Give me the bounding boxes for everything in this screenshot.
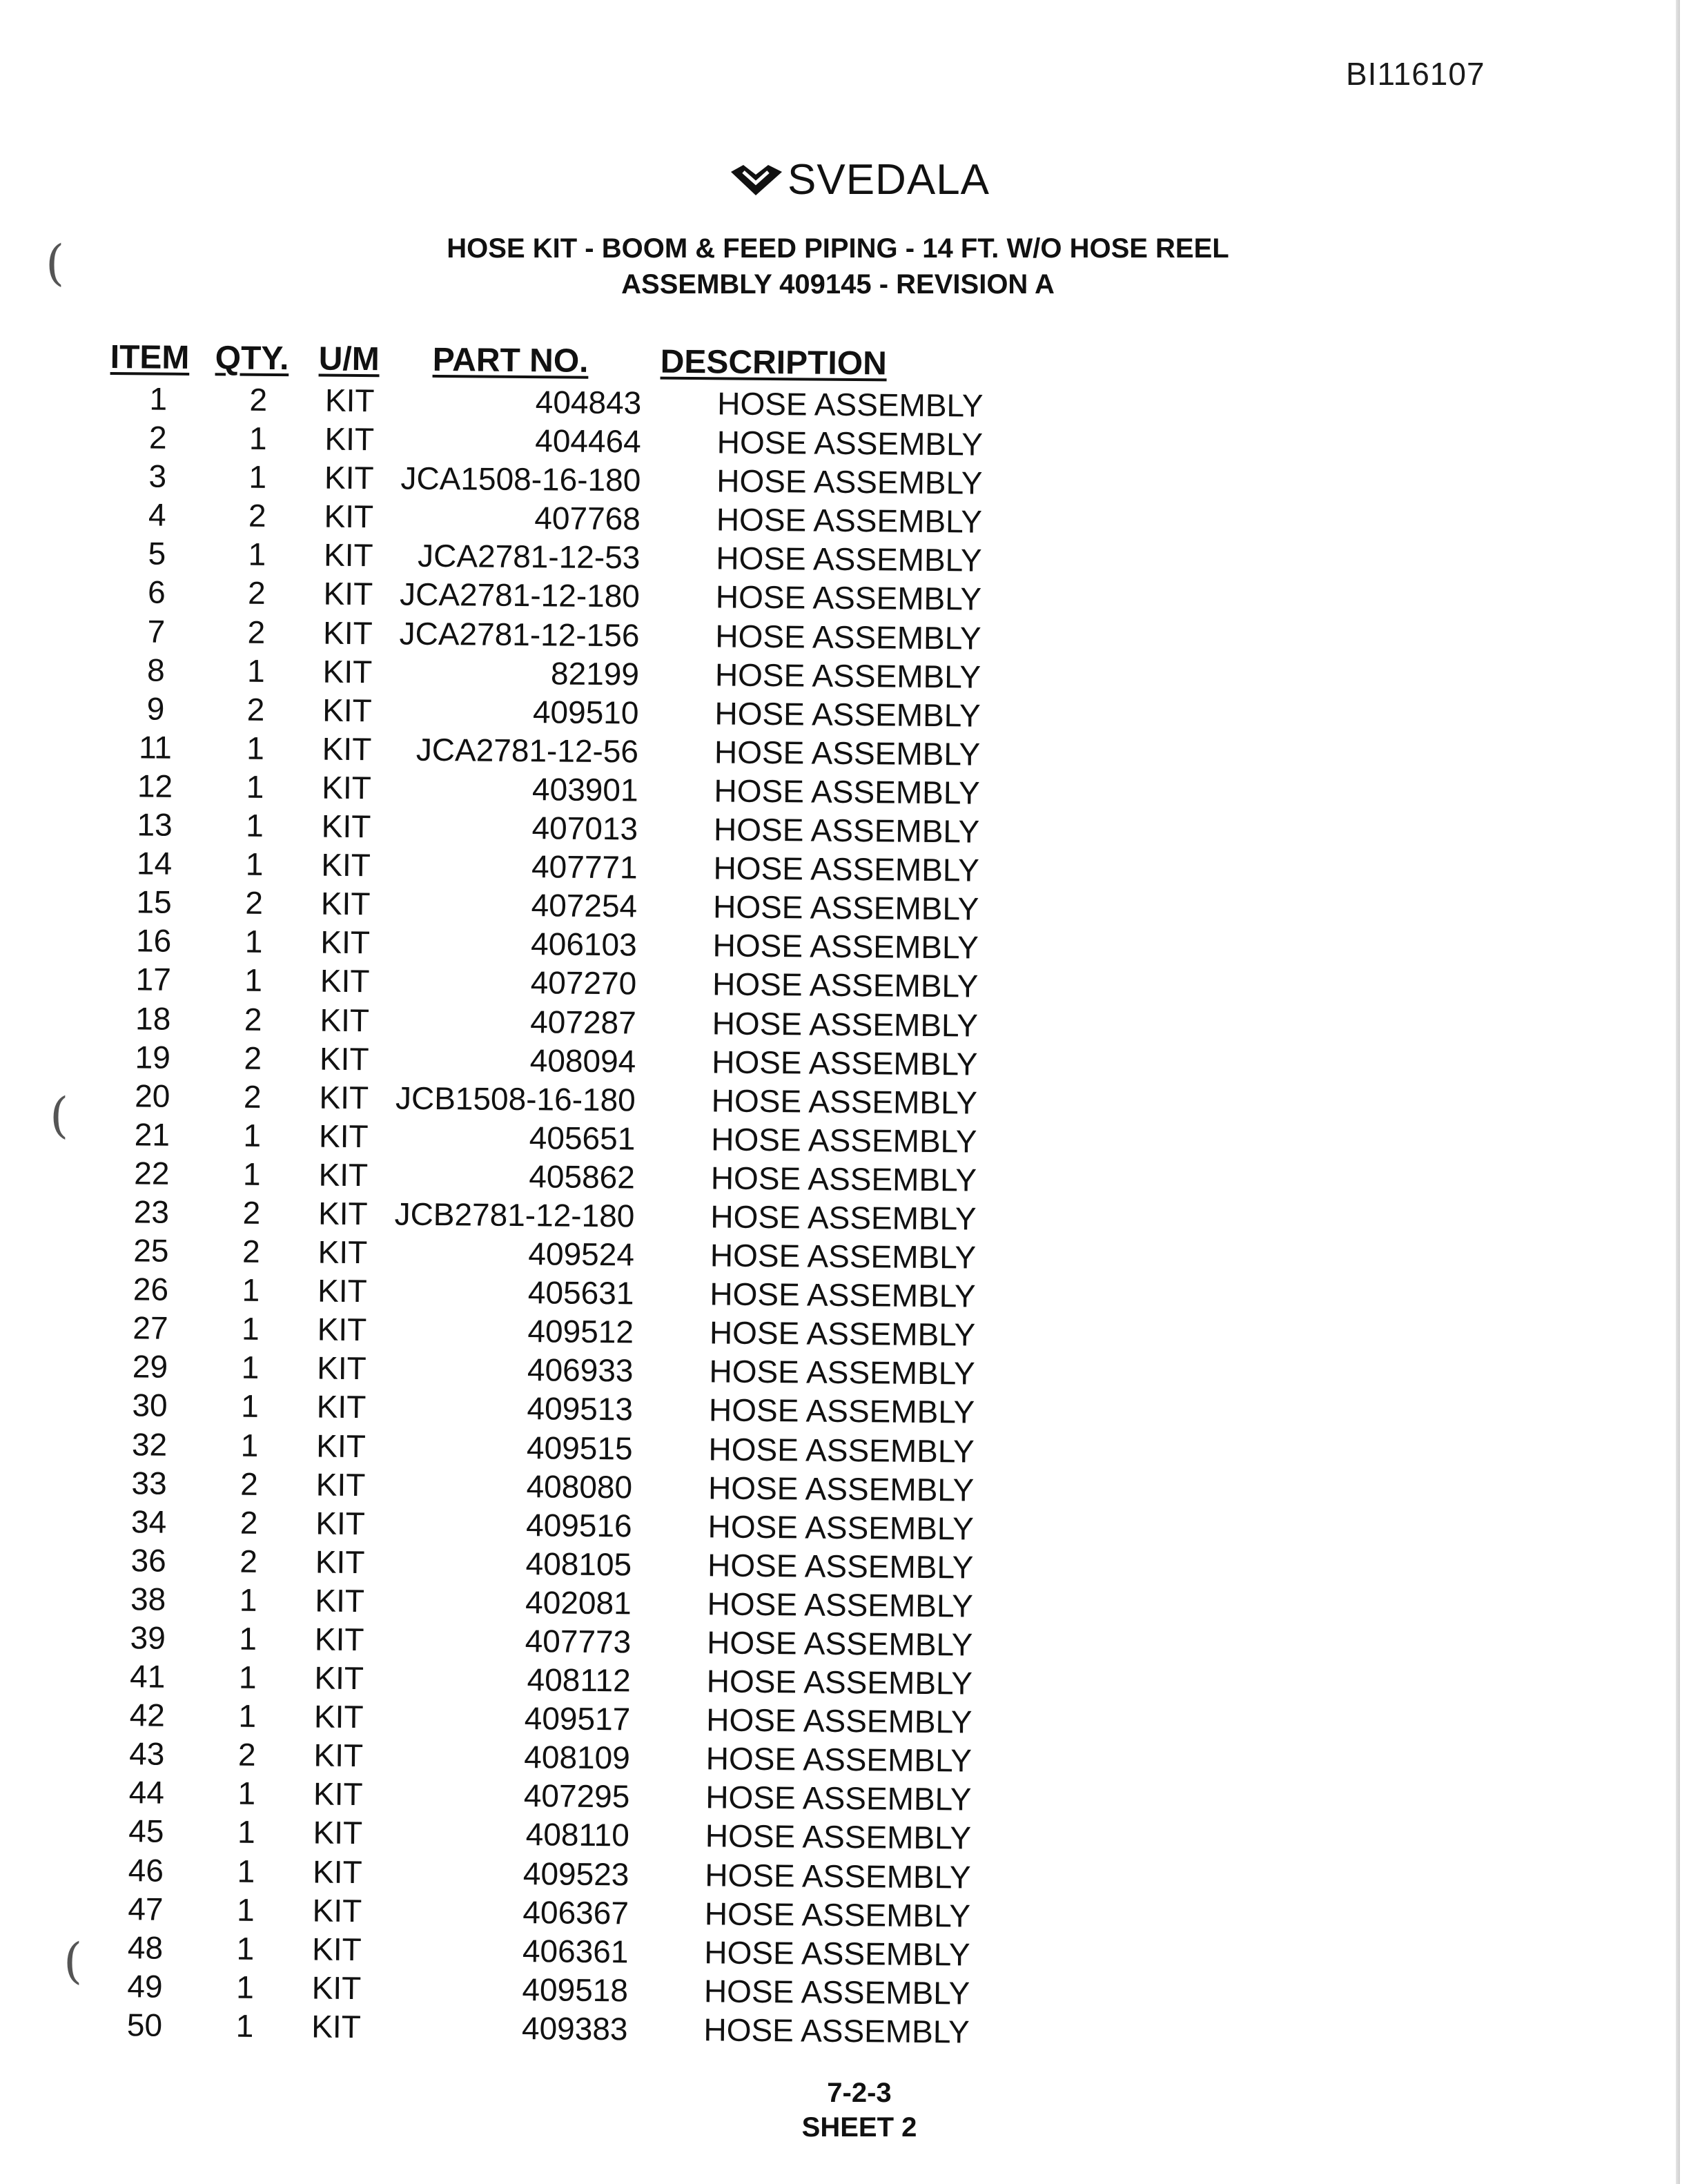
cell-qty: 1	[238, 1697, 257, 1735]
cell-item: 22	[134, 1155, 170, 1191]
cell-um: KIT	[317, 1195, 368, 1232]
cell-part-no: 406361	[522, 1932, 629, 1970]
cell-um: KIT	[324, 382, 375, 419]
cell-item: 38	[130, 1581, 166, 1617]
cell-qty: 1	[246, 807, 264, 844]
cell-um: KIT	[318, 1156, 369, 1193]
cell-description: HOSE ASSEMBLY	[712, 1004, 979, 1044]
cell-um: KIT	[322, 692, 372, 728]
cell-part-no: JCB2781-12-180	[394, 1196, 635, 1234]
cell-item: 15	[136, 884, 172, 920]
header-item: ITEM	[110, 338, 190, 376]
margin-mark: (	[46, 235, 65, 291]
cell-item: 1	[149, 380, 168, 417]
cell-qty: 2	[244, 1001, 262, 1037]
cell-item: 41	[129, 1658, 166, 1695]
cell-item: 4	[148, 496, 166, 533]
cell-um: KIT	[313, 1698, 364, 1735]
cell-item: 13	[137, 806, 173, 843]
cell-qty: 1	[244, 923, 263, 960]
cell-part-no: 405651	[529, 1119, 636, 1157]
cell-part-no: 402081	[525, 1584, 632, 1621]
cell-part-no: 407254	[531, 887, 638, 924]
cell-part-no: 408112	[527, 1661, 631, 1699]
cell-qty: 1	[245, 846, 264, 883]
cell-qty: 1	[236, 1891, 255, 1928]
cell-um: KIT	[324, 459, 374, 496]
cell-um: KIT	[315, 1466, 366, 1503]
cell-qty: 2	[245, 884, 264, 922]
cell-qty: 1	[244, 962, 263, 999]
cell-um: KIT	[315, 1505, 366, 1541]
cell-part-no: 407013	[531, 810, 638, 847]
cell-um: KIT	[320, 962, 370, 1000]
cell-item: 23	[133, 1193, 170, 1230]
document-title: HOSE KIT - BOOM & FEED PIPING - 14 FT. W/O HOSE REEL	[447, 233, 1229, 264]
cell-item: 14	[136, 845, 173, 881]
cell-item: 34	[130, 1503, 167, 1540]
cell-qty: 2	[242, 1233, 260, 1269]
cell-part-no: 82199	[550, 655, 640, 692]
cell-part-no: 407771	[531, 848, 638, 886]
cell-um: KIT	[320, 885, 371, 922]
cell-description: HOSE ASSEMBLY	[713, 811, 980, 850]
cell-description: HOSE ASSEMBLY	[703, 1973, 970, 2011]
cell-description: HOSE ASSEMBLY	[710, 1198, 977, 1237]
cell-part-no: 406103	[530, 926, 637, 963]
cell-item: 16	[135, 922, 172, 959]
cell-qty: 2	[237, 1736, 256, 1773]
cell-description: HOSE ASSEMBLY	[705, 1856, 971, 1895]
document-id: BI116107	[1346, 56, 1485, 92]
cell-item: 42	[129, 1697, 166, 1733]
cell-item: 21	[134, 1116, 170, 1153]
cell-description: HOSE ASSEMBLY	[707, 1586, 974, 1624]
cell-item: 48	[127, 1929, 164, 1966]
cell-um: KIT	[318, 1118, 369, 1154]
cell-description: HOSE ASSEMBLY	[715, 617, 981, 656]
cell-description: HOSE ASSEMBLY	[711, 1121, 977, 1160]
cell-item: 46	[128, 1851, 164, 1889]
cell-description: HOSE ASSEMBLY	[712, 888, 979, 927]
cell-description: HOSE ASSEMBLY	[714, 772, 980, 811]
cell-um: KIT	[320, 924, 371, 961]
cell-part-no: 406933	[527, 1352, 634, 1389]
cell-um: KIT	[315, 1582, 365, 1619]
cell-item: 6	[147, 574, 166, 611]
cell-um: KIT	[317, 1272, 367, 1309]
cell-description: HOSE ASSEMBLY	[710, 1237, 977, 1276]
cell-item: 49	[127, 1968, 163, 2005]
cell-item: 18	[135, 1000, 171, 1037]
cell-um: KIT	[313, 1815, 363, 1851]
cell-qty: 1	[242, 1271, 260, 1309]
cell-part-no: JCB1508-16-180	[395, 1080, 636, 1118]
cell-item: 26	[133, 1271, 169, 1307]
cell-part-no: JCA1508-16-180	[400, 460, 641, 498]
cell-item: 43	[129, 1735, 165, 1773]
cell-description: HOSE ASSEMBLY	[706, 1663, 973, 1702]
cell-qty: 2	[240, 1465, 259, 1502]
svedala-logo	[728, 155, 990, 204]
logo-wordmark: SVEDALA	[788, 156, 990, 204]
cell-description: HOSE ASSEMBLY	[705, 1740, 972, 1779]
cell-part-no: 403901	[531, 771, 638, 808]
cell-description: HOSE ASSEMBLY	[714, 695, 981, 734]
cell-description: HOSE ASSEMBLY	[716, 501, 983, 540]
cell-description: HOSE ASSEMBLY	[709, 1353, 975, 1392]
cell-item: 9	[146, 690, 165, 727]
cell-part-no: 407295	[523, 1777, 630, 1815]
cell-qty: 1	[235, 1969, 255, 2005]
cell-part-no: 405631	[527, 1274, 634, 1312]
cell-qty: 1	[248, 536, 266, 573]
cell-description: HOSE ASSEMBLY	[710, 1160, 977, 1198]
cell-part-no: 408105	[525, 1545, 632, 1583]
cell-qty: 1	[243, 1117, 262, 1153]
header-qty: QTY.	[215, 340, 289, 378]
cell-qty: 1	[237, 1775, 256, 1812]
cell-um: KIT	[314, 1621, 364, 1658]
cell-part-no: 406367	[522, 1893, 629, 1931]
cell-part-no: 409513	[527, 1390, 634, 1427]
cell-item: 20	[134, 1078, 170, 1114]
cell-qty: 1	[246, 652, 265, 689]
parts-table	[96, 338, 1008, 2052]
cell-qty: 1	[241, 1310, 260, 1347]
cell-part-no: 409516	[525, 1506, 632, 1544]
cell-description: HOSE ASSEMBLY	[711, 1082, 978, 1121]
cell-part-no: 405862	[529, 1158, 636, 1196]
cell-description: HOSE ASSEMBLY	[708, 1392, 975, 1430]
cell-item: 12	[137, 768, 173, 804]
cell-um: KIT	[322, 653, 373, 690]
cell-um: KIT	[317, 1349, 367, 1387]
cell-item: 2	[148, 419, 167, 456]
header-part-no: PART NO.	[432, 341, 589, 380]
cell-qty: 1	[237, 1814, 255, 1851]
cell-item: 7	[147, 613, 166, 650]
cell-description: HOSE ASSEMBLY	[716, 424, 984, 462]
cell-um: KIT	[324, 498, 374, 535]
cell-description: HOSE ASSEMBLY	[712, 1043, 978, 1082]
cell-qty: 2	[244, 1040, 262, 1076]
cell-um: KIT	[321, 846, 371, 884]
cell-um: KIT	[313, 1737, 364, 1774]
cell-qty: 2	[247, 575, 266, 612]
cell-part-no: JCA2781-12-180	[399, 576, 641, 614]
cell-qty: 2	[243, 1078, 262, 1115]
cell-um: KIT	[322, 769, 372, 806]
cell-item: 11	[138, 729, 173, 766]
cell-description: HOSE ASSEMBLY	[715, 578, 982, 618]
cell-part-no: 407773	[525, 1623, 632, 1660]
cell-um: KIT	[322, 614, 373, 651]
cell-description: HOSE ASSEMBLY	[710, 1276, 976, 1314]
cell-description: HOSE ASSEMBLY	[705, 1779, 972, 1817]
cell-item: 17	[135, 961, 172, 998]
cell-item: 44	[128, 1774, 165, 1811]
header-description: DESCRIPTION	[660, 343, 887, 382]
cell-description: HOSE ASSEMBLY	[712, 966, 979, 1004]
cell-qty: 1	[246, 768, 264, 805]
cell-um: KIT	[315, 1543, 365, 1580]
page-edge	[1676, 0, 1680, 2184]
header-um: U/M	[318, 340, 380, 378]
cell-um: KIT	[317, 1234, 368, 1271]
cell-um: KIT	[312, 1892, 362, 1929]
cell-item: 8	[146, 652, 165, 688]
cell-part-no: JCA2781-12-53	[417, 538, 641, 576]
cell-um: KIT	[311, 1969, 362, 2006]
cell-part-no: 409517	[524, 1700, 631, 1737]
sheet-label: SHEET 2	[801, 2112, 917, 2143]
cell-um: KIT	[311, 1931, 362, 1967]
cell-item: 47	[128, 1890, 164, 1927]
cell-part-no: 404464	[535, 422, 641, 460]
cell-um: KIT	[313, 1775, 363, 1813]
cell-item: 45	[128, 1813, 164, 1850]
cell-qty: 1	[242, 1156, 261, 1192]
cell-um: KIT	[321, 808, 371, 845]
page-reference: 7-2-3	[827, 2078, 892, 2108]
cell-item: 36	[130, 1542, 166, 1579]
margin-mark: (	[63, 1933, 83, 1989]
cell-um: KIT	[312, 1853, 362, 1890]
cell-description: HOSE ASSEMBLY	[717, 385, 984, 424]
cell-description: HOSE ASSEMBLY	[704, 1895, 971, 1934]
cell-um: KIT	[319, 1040, 369, 1077]
svedala-heart-icon	[728, 162, 785, 198]
cell-part-no: 409524	[528, 1236, 635, 1273]
cell-part-no: 409515	[526, 1429, 633, 1466]
cell-description: HOSE ASSEMBLY	[708, 1430, 975, 1470]
cell-qty: 2	[247, 614, 266, 650]
cell-um: KIT	[322, 730, 372, 768]
cell-um: KIT	[319, 1079, 369, 1115]
cell-qty: 1	[236, 1930, 255, 1967]
cell-um: KIT	[317, 1311, 367, 1348]
cell-item: 27	[133, 1309, 168, 1346]
table-body	[96, 380, 1007, 2052]
cell-item: 19	[135, 1038, 171, 1075]
table-header	[110, 338, 1007, 387]
cell-um: KIT	[316, 1388, 366, 1425]
cell-um: KIT	[320, 1002, 370, 1038]
cell-qty: 1	[238, 1659, 257, 1695]
cell-item: 5	[148, 535, 166, 572]
cell-item: 39	[130, 1619, 166, 1656]
cell-part-no: JCA2781-12-156	[399, 615, 640, 653]
cell-qty: 2	[240, 1543, 258, 1579]
cell-qty: 2	[248, 497, 266, 534]
cell-qty: 2	[246, 691, 265, 728]
cell-um: KIT	[316, 1427, 366, 1464]
cell-um: KIT	[323, 576, 373, 612]
cell-qty: 1	[239, 1620, 257, 1657]
cell-description: HOSE ASSEMBLY	[706, 1702, 972, 1740]
cell-qty: 1	[239, 1581, 257, 1618]
cell-item: 30	[132, 1387, 168, 1424]
cell-item: 3	[148, 458, 167, 494]
cell-qty: 1	[241, 1388, 260, 1425]
cell-qty: 1	[248, 420, 267, 456]
cell-description: HOSE ASSEMBLY	[707, 1469, 975, 1508]
cell-qty: 1	[237, 1853, 255, 1889]
cell-description: HOSE ASSEMBLY	[716, 462, 983, 501]
cell-description: HOSE ASSEMBLY	[716, 540, 982, 578]
cell-qty: 1	[248, 458, 267, 496]
cell-qty: 1	[240, 1427, 259, 1463]
cell-item: 32	[131, 1425, 168, 1463]
cell-um: KIT	[311, 2008, 362, 2045]
cell-description: HOSE ASSEMBLY	[705, 1817, 972, 1856]
cell-item: 50	[126, 2007, 163, 2043]
cell-description: HOSE ASSEMBLY	[704, 1934, 970, 1973]
cell-part-no: 408110	[525, 1816, 630, 1853]
cell-part-no: 408094	[529, 1042, 636, 1080]
cell-qty: 1	[241, 1349, 260, 1386]
cell-description: HOSE ASSEMBLY	[709, 1314, 976, 1353]
cell-description: HOSE ASSEMBLY	[703, 2011, 970, 2050]
cell-description: HOSE ASSEMBLY	[713, 850, 979, 888]
cell-qty: 2	[240, 1504, 258, 1541]
cell-um: KIT	[324, 420, 375, 458]
cell-part-no: 409518	[522, 1971, 629, 2009]
cell-description: HOSE ASSEMBLY	[706, 1624, 973, 1663]
cell-part-no: 407287	[530, 1003, 636, 1040]
cell-qty: 1	[246, 730, 265, 766]
cell-part-no: JCA2781-12-56	[416, 731, 639, 770]
cell-um: KIT	[314, 1659, 364, 1697]
cell-item: 29	[132, 1348, 168, 1385]
cell-part-no: 409383	[521, 2010, 628, 2047]
cell-description: HOSE ASSEMBLY	[714, 656, 981, 695]
cell-part-no: 409512	[527, 1313, 634, 1350]
table-row	[96, 2006, 993, 2052]
cell-part-no: 407768	[534, 500, 641, 537]
cell-description: HOSE ASSEMBLY	[707, 1547, 974, 1586]
cell-description: HOSE ASSEMBLY	[712, 927, 979, 966]
cell-part-no: 404843	[535, 384, 642, 421]
cell-description: HOSE ASSEMBLY	[707, 1508, 975, 1547]
cell-part-no: 409510	[532, 693, 639, 731]
cell-item: 25	[133, 1232, 169, 1269]
cell-part-no: 408109	[524, 1739, 631, 1776]
cell-part-no: 409523	[522, 1855, 629, 1892]
cell-qty: 1	[235, 2007, 254, 2044]
assembly-subtitle: ASSEMBLY 409145 - REVISION A	[621, 269, 1055, 300]
cell-part-no: 408080	[526, 1468, 633, 1505]
cell-um: KIT	[323, 536, 373, 574]
margin-mark: (	[50, 1087, 69, 1144]
cell-qty: 2	[242, 1194, 261, 1231]
cell-part-no: 407270	[530, 964, 637, 1002]
cell-description: HOSE ASSEMBLY	[714, 734, 981, 772]
cell-qty: 2	[249, 381, 268, 418]
cell-item: 33	[131, 1464, 167, 1501]
